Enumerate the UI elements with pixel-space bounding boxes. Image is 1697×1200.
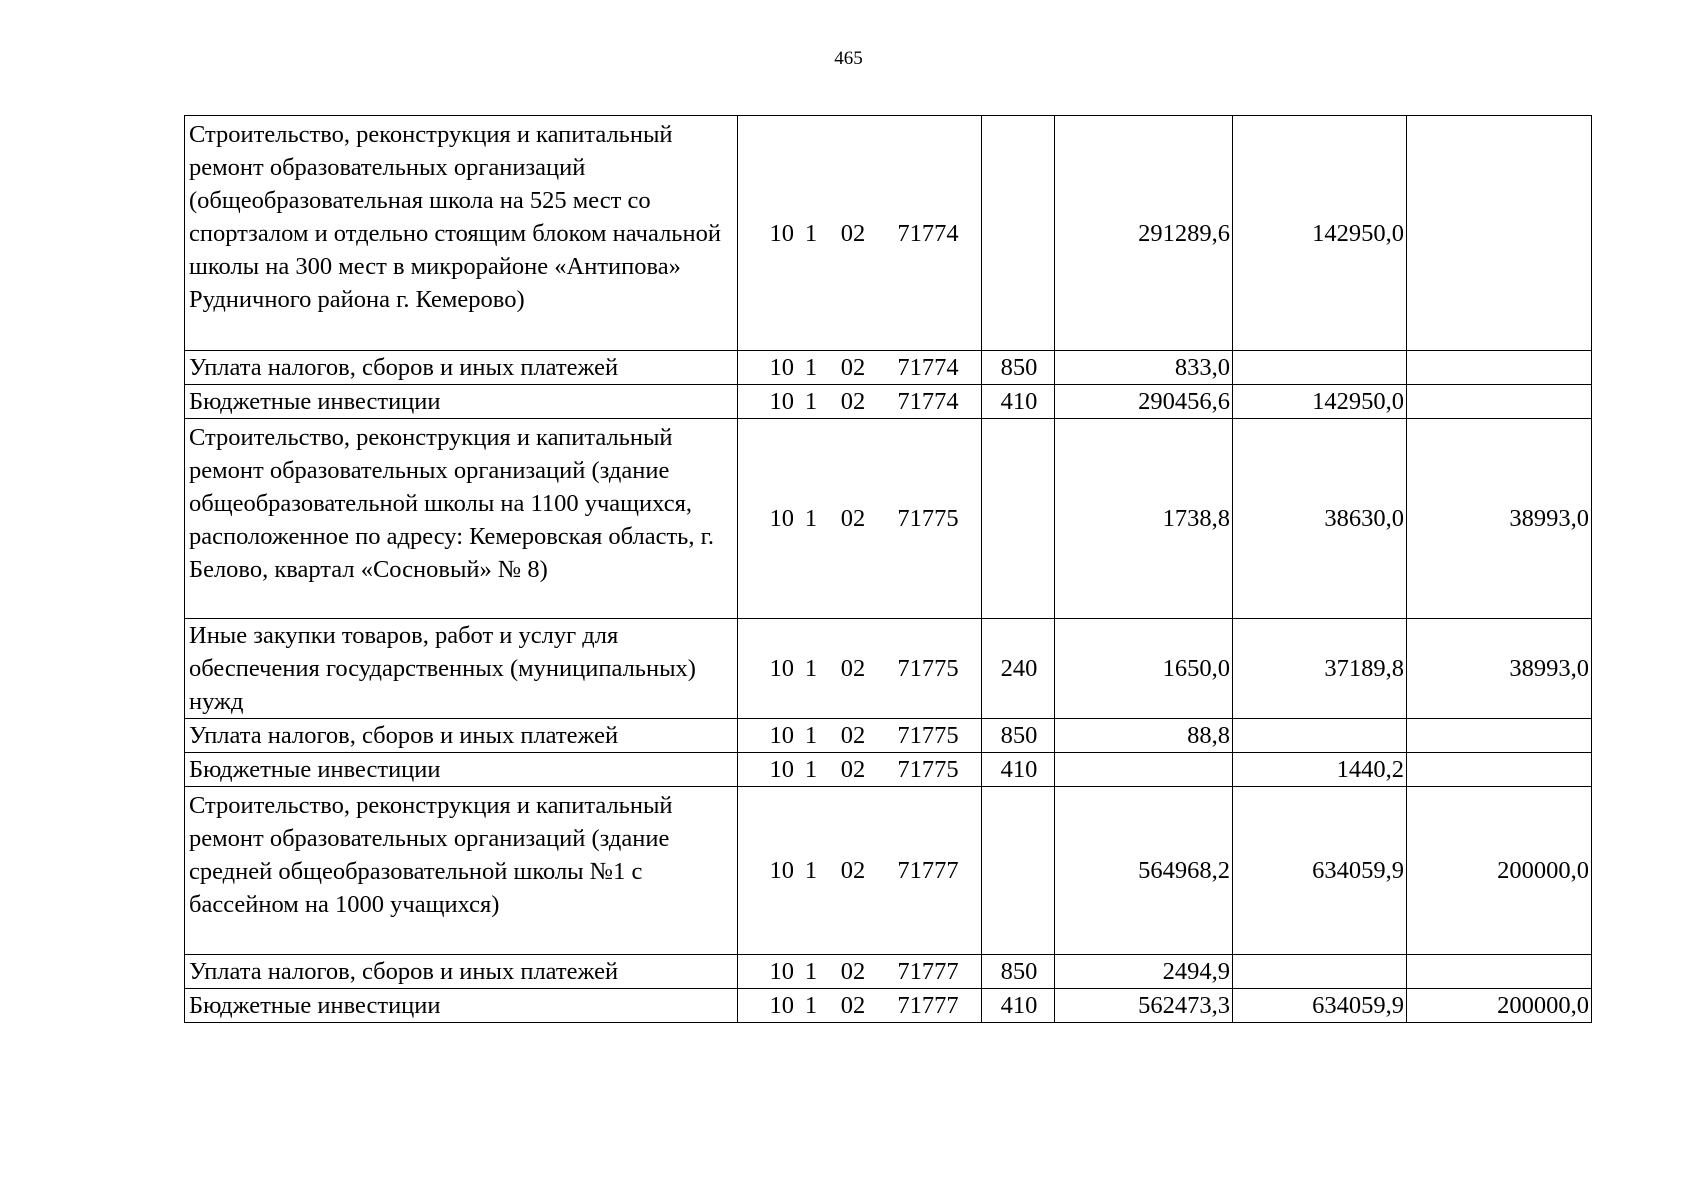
table-row	[185, 787, 1592, 955]
amount-year-3: 38993,0	[1407, 419, 1592, 619]
row-name: Бюджетные инвестиции	[185, 385, 738, 419]
direction-code: 71777	[897, 992, 959, 1019]
row-codes	[738, 351, 982, 385]
table-row	[185, 116, 1592, 351]
expense-type-code: 410	[982, 989, 1055, 1023]
amount-year-3	[1407, 753, 1592, 787]
amount-year-1: 564968,2	[1055, 787, 1233, 955]
amount-year-2: 1440,2	[1233, 753, 1407, 787]
row-codes	[738, 719, 982, 753]
amount-year-2	[1233, 351, 1407, 385]
direction-code: 71774	[897, 219, 959, 247]
subprogram-code: 02	[840, 655, 866, 682]
amount-year-1: 1738,8	[1055, 419, 1233, 619]
subprogram-code: 02	[840, 722, 866, 749]
program-code: 1	[804, 655, 818, 682]
amount-year-1	[1055, 753, 1233, 787]
program-code: 1	[804, 756, 818, 783]
subprogram-code: 02	[840, 505, 866, 532]
amount-year-3: 200000,0	[1407, 989, 1592, 1023]
section-code: 10	[769, 857, 794, 884]
program-code: 1	[804, 722, 818, 749]
subprogram-code: 02	[840, 857, 866, 884]
amount-year-3: 38993,0	[1407, 619, 1592, 719]
direction-code: 71775	[897, 722, 959, 749]
row-name: Уплата налогов, сборов и иных платежей	[185, 955, 738, 989]
direction-code: 71775	[897, 756, 959, 783]
section-code: 10	[769, 388, 794, 415]
direction-code: 71774	[897, 388, 959, 415]
table-row	[185, 719, 1592, 753]
section-code: 10	[769, 219, 794, 247]
amount-year-1: 290456,6	[1055, 385, 1233, 419]
amount-year-2: 142950,0	[1233, 116, 1407, 351]
section-code: 10	[769, 958, 794, 985]
amount-year-1: 291289,6	[1055, 116, 1233, 351]
amount-year-3	[1407, 719, 1592, 753]
table-row	[185, 955, 1592, 989]
amount-year-2	[1233, 719, 1407, 753]
direction-code: 71775	[897, 505, 959, 532]
direction-code: 71775	[897, 655, 959, 682]
amount-year-3	[1407, 116, 1592, 351]
budget-table	[184, 115, 1592, 1023]
amount-year-2: 634059,9	[1233, 989, 1407, 1023]
program-code: 1	[804, 219, 818, 247]
subprogram-code: 02	[840, 388, 866, 415]
subprogram-code: 02	[840, 992, 866, 1019]
expense-type-code	[982, 787, 1055, 955]
subprogram-code: 02	[840, 219, 866, 247]
amount-year-2: 37189,8	[1233, 619, 1407, 719]
expense-type-code: 850	[982, 955, 1055, 989]
section-code: 10	[769, 992, 794, 1019]
amount-year-3	[1407, 385, 1592, 419]
row-codes	[738, 989, 982, 1023]
program-code: 1	[804, 958, 818, 985]
direction-code: 71777	[897, 857, 959, 884]
expense-type-code: 850	[982, 351, 1055, 385]
table-row	[185, 619, 1592, 719]
amount-year-3: 200000,0	[1407, 787, 1592, 955]
subprogram-code: 02	[840, 756, 866, 783]
section-code: 10	[769, 756, 794, 783]
subprogram-code: 02	[840, 958, 866, 985]
direction-code: 71777	[897, 958, 959, 985]
direction-code: 71774	[897, 354, 959, 381]
row-codes	[738, 385, 982, 419]
expense-type-code: 410	[982, 753, 1055, 787]
row-codes	[738, 955, 982, 989]
row-name: Строительство, реконструкция и капитальный ремонт образовательных организаций (общеобразовательная школа на 525 мест со спортзалом и отдельно стоящим блоком начальной школы на 300 мест в микрорайоне «Антипова» Рудничного района г. Кемерово)	[185, 116, 738, 351]
amount-year-3	[1407, 955, 1592, 989]
section-code: 10	[769, 655, 794, 682]
amount-year-1: 833,0	[1055, 351, 1233, 385]
program-code: 1	[804, 354, 818, 381]
row-codes	[738, 753, 982, 787]
program-code: 1	[804, 992, 818, 1019]
expense-type-code: 240	[982, 619, 1055, 719]
amount-year-1: 2494,9	[1055, 955, 1233, 989]
amount-year-1: 1650,0	[1055, 619, 1233, 719]
row-name: Бюджетные инвестиции	[185, 989, 738, 1023]
amount-year-2	[1233, 955, 1407, 989]
program-code: 1	[804, 505, 818, 532]
page-number: 465	[834, 48, 863, 69]
row-name: Уплата налогов, сборов и иных платежей	[185, 719, 738, 753]
table-row	[185, 753, 1592, 787]
row-codes	[738, 787, 982, 955]
expense-type-code: 410	[982, 385, 1055, 419]
row-codes	[738, 619, 982, 719]
expense-type-code	[982, 419, 1055, 619]
table-row	[185, 419, 1592, 619]
amount-year-2: 634059,9	[1233, 787, 1407, 955]
table-row	[185, 989, 1592, 1023]
section-code: 10	[769, 722, 794, 749]
expense-type-code	[982, 116, 1055, 351]
amount-year-3	[1407, 351, 1592, 385]
row-codes	[738, 116, 982, 351]
program-code: 1	[804, 857, 818, 884]
program-code: 1	[804, 388, 818, 415]
table-row	[185, 385, 1592, 419]
amount-year-2: 38630,0	[1233, 419, 1407, 619]
row-codes	[738, 419, 982, 619]
row-name: Уплата налогов, сборов и иных платежей	[185, 351, 738, 385]
table-row	[185, 351, 1592, 385]
amount-year-2: 142950,0	[1233, 385, 1407, 419]
row-name: Бюджетные инвестиции	[185, 753, 738, 787]
row-name: Иные закупки товаров, работ и услуг для обеспечения государственных (муниципальных) нужд	[185, 619, 738, 719]
row-name: Строительство, реконструкция и капитальный ремонт образовательных организаций (здание средней общеобразовательной школы №1 с бассейном на 1000 учащихся)	[185, 787, 738, 955]
subprogram-code: 02	[840, 354, 866, 381]
amount-year-1: 562473,3	[1055, 989, 1233, 1023]
section-code: 10	[769, 505, 794, 532]
row-name: Строительство, реконструкция и капитальный ремонт образовательных организаций (здание общеобразовательной школы на 1100 учащихся, расположенное по адресу: Кемеровская область, г. Белово, квартал «Сосновый» № 8)	[185, 419, 738, 619]
expense-type-code: 850	[982, 719, 1055, 753]
section-code: 10	[769, 354, 794, 381]
amount-year-1: 88,8	[1055, 719, 1233, 753]
